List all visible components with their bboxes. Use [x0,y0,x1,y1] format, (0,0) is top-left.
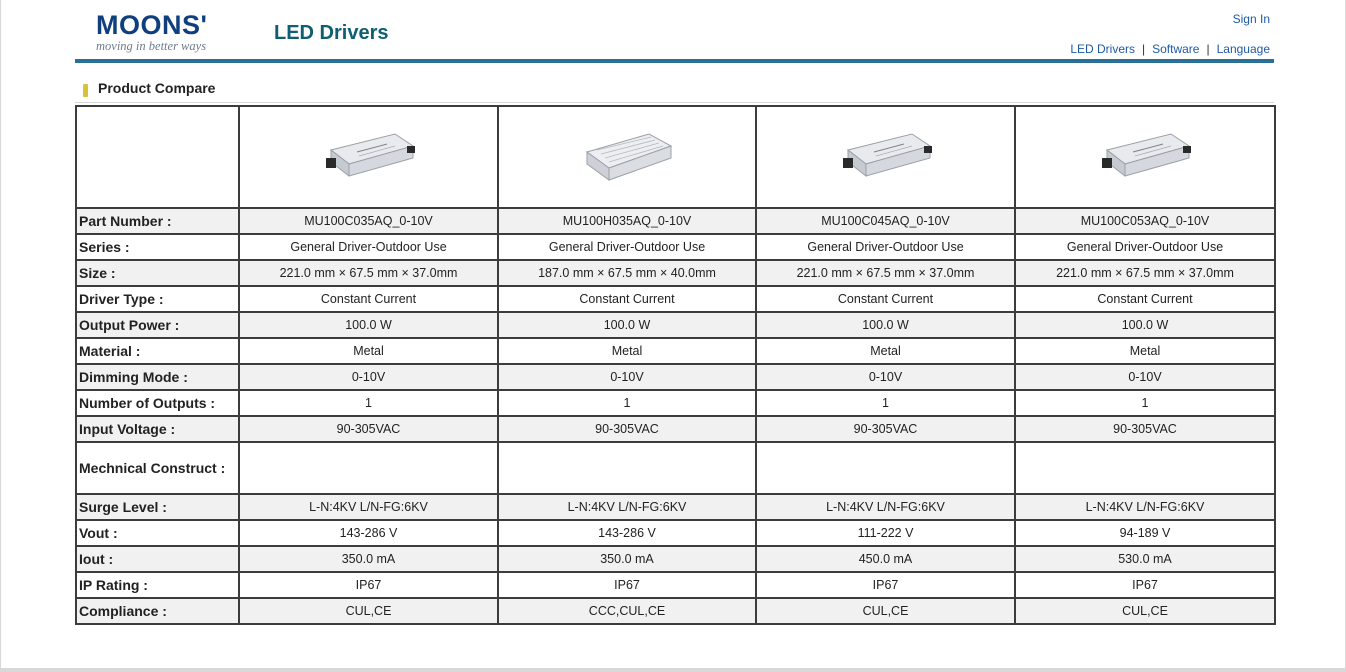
table-cell: 0-10V [1015,364,1275,390]
row-label: Vout : [76,520,239,546]
top-nav [1070,42,1270,56]
table-cell: IP67 [239,572,498,598]
product-image-cell [239,106,498,208]
table-cell: Metal [239,338,498,364]
table-cell: 0-10V [239,364,498,390]
compare-table-body [76,106,1275,624]
table-cell: CUL,CE [1015,598,1275,624]
table-cell: 221.0 mm × 67.5 mm × 37.0mm [239,260,498,286]
table-cell: Constant Current [239,286,498,312]
table-cell: 0-10V [756,364,1015,390]
table-row [76,598,1275,624]
table-cell: L-N:4KV L/N-FG:6KV [498,494,756,520]
section-header [75,78,1274,103]
page-header [75,0,1274,64]
product-image-cell [498,106,756,208]
table-cell: Metal [498,338,756,364]
table-cell: 221.0 mm × 67.5 mm × 37.0mm [756,260,1015,286]
led-driver-image[interactable] [1093,128,1197,184]
row-label: Compliance : [76,598,239,624]
nav-separator: | [1206,42,1210,56]
table-row [76,312,1275,338]
table-row [76,364,1275,390]
row-label: Mechnical Construct : [76,442,239,494]
section-title: Product Compare [98,80,216,96]
row-label: Size : [76,260,239,286]
table-cell [1015,442,1275,494]
table-cell: L-N:4KV L/N-FG:6KV [1015,494,1275,520]
row-label: Output Power : [76,312,239,338]
table-row [76,390,1275,416]
table-cell: 100.0 W [498,312,756,338]
nav-separator: | [1142,42,1146,56]
table-row [76,260,1275,286]
table-cell: 111-222 V [756,520,1015,546]
table-cell: General Driver-Outdoor Use [1015,234,1275,260]
row-label: Part Number : [76,208,239,234]
table-cell: 143-286 V [239,520,498,546]
table-cell: General Driver-Outdoor Use [239,234,498,260]
row-label: IP Rating : [76,572,239,598]
table-cell: 100.0 W [239,312,498,338]
table-cell [756,442,1015,494]
table-cell: IP67 [756,572,1015,598]
table-cell: General Driver-Outdoor Use [756,234,1015,260]
nav-language[interactable]: Language [1216,42,1270,56]
page-title: LED Drivers [274,22,389,44]
table-cell: MU100C053AQ_0-10V [1015,208,1275,234]
table-row [76,546,1275,572]
table-row [76,286,1275,312]
table-cell: 90-305VAC [756,416,1015,442]
row-label: Number of Outputs : [76,390,239,416]
table-row [76,338,1275,364]
table-cell: 450.0 mA [756,546,1015,572]
table-cell: 350.0 mA [498,546,756,572]
table-cell: 530.0 mA [1015,546,1275,572]
table-cell: L-N:4KV L/N-FG:6KV [239,494,498,520]
table-cell: Metal [756,338,1015,364]
table-cell: MU100C035AQ_0-10V [239,208,498,234]
table-cell: IP67 [498,572,756,598]
table-cell: 143-286 V [498,520,756,546]
table-row [76,416,1275,442]
table-cell [498,442,756,494]
nav-software[interactable]: Software [1152,42,1200,56]
logo-tagline: moving in better ways [96,39,207,53]
table-row [76,208,1275,234]
table-cell: 90-305VAC [239,416,498,442]
led-driver-image[interactable] [834,128,938,184]
table-cell: Constant Current [498,286,756,312]
table-cell: Constant Current [1015,286,1275,312]
table-cell: CUL,CE [239,598,498,624]
table-cell: IP67 [1015,572,1275,598]
table-cell: 350.0 mA [239,546,498,572]
row-label: Series : [76,234,239,260]
row-label: Surge Level : [76,494,239,520]
table-cell: 100.0 W [1015,312,1275,338]
nav-led-drivers[interactable]: LED Drivers [1070,42,1135,56]
row-label: Dimming Mode : [76,364,239,390]
product-image-row [76,106,1275,208]
table-cell: Metal [1015,338,1275,364]
row-label: Driver Type : [76,286,239,312]
moons-logo[interactable] [96,10,236,56]
row-label: Iout : [76,546,239,572]
corner-cell [76,106,239,208]
table-cell: 90-305VAC [498,416,756,442]
table-cell: 94-189 V [1015,520,1275,546]
led-driver-image[interactable] [317,128,421,184]
product-image-cell [756,106,1015,208]
table-cell: MU100C045AQ_0-10V [756,208,1015,234]
table-cell: 1 [1015,390,1275,416]
table-row [76,520,1275,546]
table-cell: CCC,CUL,CE [498,598,756,624]
row-label: Material : [76,338,239,364]
compare-table [75,105,1276,625]
row-label: Input Voltage : [76,416,239,442]
table-cell: 221.0 mm × 67.5 mm × 37.0mm [1015,260,1275,286]
table-row [76,234,1275,260]
header-divider [75,59,1274,63]
table-cell: General Driver-Outdoor Use [498,234,756,260]
table-row [76,442,1275,494]
table-row [76,494,1275,520]
table-cell [239,442,498,494]
table-cell: 1 [239,390,498,416]
table-cell: L-N:4KV L/N-FG:6KV [756,494,1015,520]
led-driver-image[interactable] [575,128,679,184]
table-cell: 90-305VAC [1015,416,1275,442]
product-image-cell [1015,106,1275,208]
table-cell: 0-10V [498,364,756,390]
table-cell: 1 [498,390,756,416]
table-cell: MU100H035AQ_0-10V [498,208,756,234]
section-marker-icon [83,84,88,97]
table-cell: 187.0 mm × 67.5 mm × 40.0mm [498,260,756,286]
logo-wordmark: MOONS' [96,10,208,40]
table-cell: 1 [756,390,1015,416]
table-cell: 100.0 W [756,312,1015,338]
sign-in-link[interactable]: Sign In [1232,12,1270,26]
table-cell: CUL,CE [756,598,1015,624]
table-row [76,572,1275,598]
table-cell: Constant Current [756,286,1015,312]
